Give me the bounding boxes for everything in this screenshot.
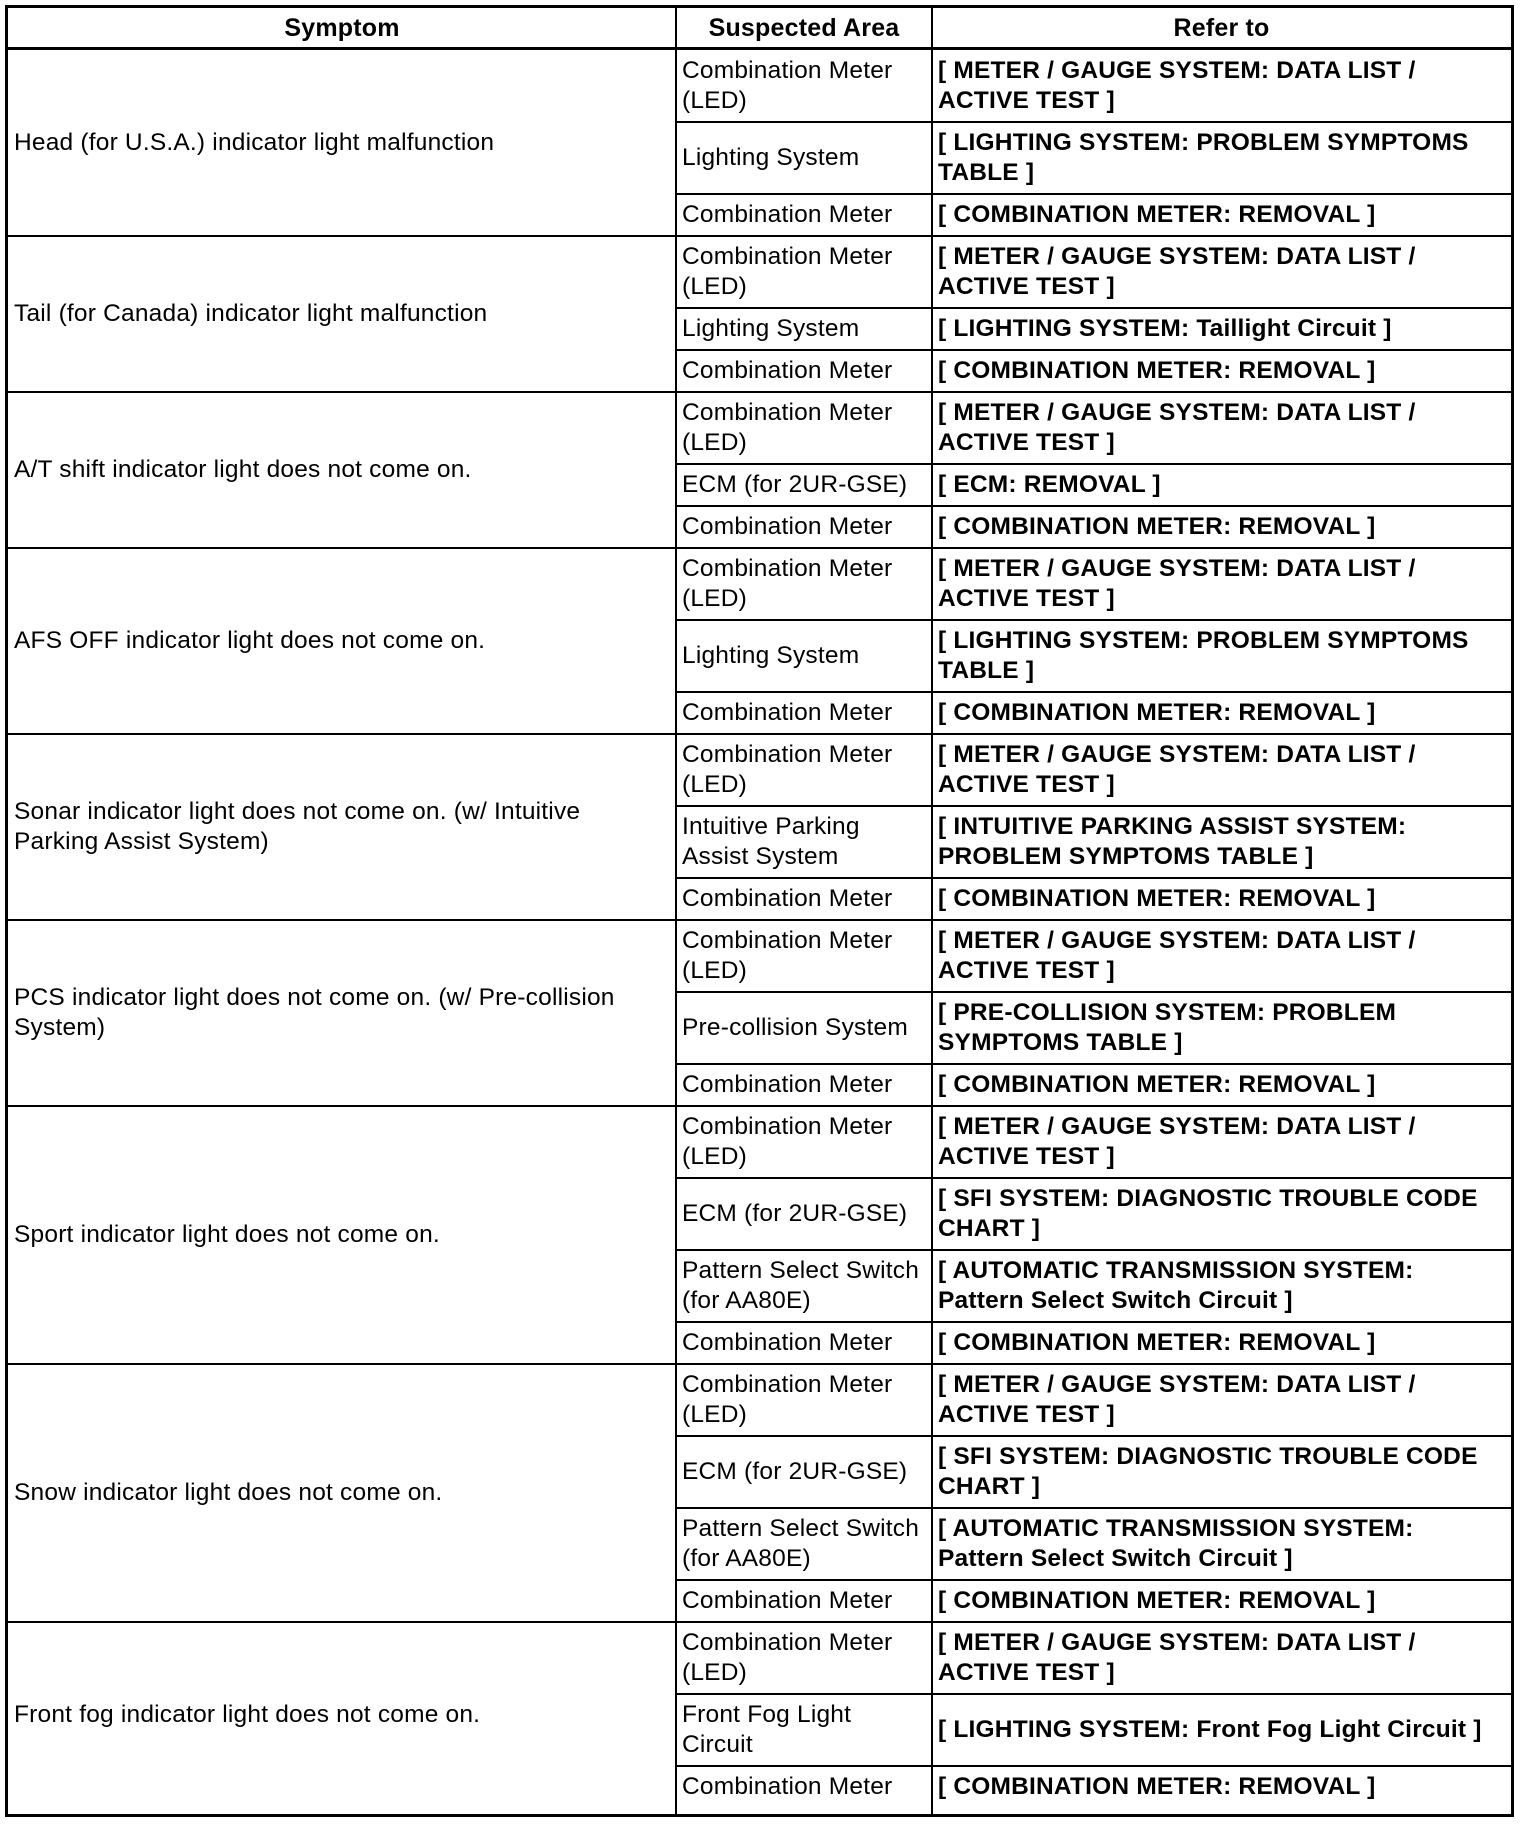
symptom-cell: Sonar indicator light does not come on. (w/ Intuitive Parking Assist System): [14, 798, 581, 855]
suspected-area-cell: Lighting System: [682, 315, 860, 342]
suspected-area-cell: ECM (for 2UR-GSE): [682, 1458, 908, 1485]
refer-to-cell: [ METER / GAUGE SYSTEM: DATA LIST / ACTIVE TEST ]: [938, 741, 1416, 798]
symptom-cell: PCS indicator light does not come on. (w/ Pre-collision System): [14, 984, 615, 1041]
refer-to-cell: [ COMBINATION METER: REMOVAL ]: [938, 699, 1376, 726]
suspected-area-cell: Combination Meter (LED): [682, 1113, 893, 1170]
refer-to-cell: [ AUTOMATIC TRANSMISSION SYSTEM: Pattern Select Switch Circuit ]: [938, 1257, 1414, 1314]
symptom-cell: Head (for U.S.A.) indicator light malfunction: [14, 129, 495, 156]
suspected-area-cell: Combination Meter (LED): [682, 1371, 893, 1428]
suspected-area-cell: Combination Meter (LED): [682, 399, 893, 456]
suspected-area-cell: Combination Meter (LED): [682, 741, 893, 798]
suspected-area-cell: Combination Meter: [682, 1587, 893, 1614]
refer-to-cell: [ COMBINATION METER: REMOVAL ]: [938, 1772, 1376, 1800]
symptom-cell: Tail (for Canada) indicator light malfunction: [14, 300, 488, 327]
refer-to-cell: [ LIGHTING SYSTEM: Taillight Circuit ]: [938, 315, 1392, 342]
suspected-area-cell: Lighting System: [682, 642, 860, 669]
refer-to-cell: [ METER / GAUGE SYSTEM: DATA LIST / ACTIVE TEST ]: [938, 399, 1416, 456]
symptom-cell: Sport indicator light does not come on.: [14, 1221, 440, 1248]
refer-to-cell: [ METER / GAUGE SYSTEM: DATA LIST / ACTIVE TEST ]: [938, 555, 1416, 612]
refer-to-cell: [ SFI SYSTEM: DIAGNOSTIC TROUBLE CODE CHART ]: [938, 1443, 1478, 1500]
header-symptom: Symptom: [284, 14, 400, 42]
refer-to-cell: [ METER / GAUGE SYSTEM: DATA LIST / ACTIVE TEST ]: [938, 1629, 1416, 1686]
suspected-area-cell: Combination Meter: [682, 357, 893, 384]
suspected-area-cell: Combination Meter (LED): [682, 927, 893, 984]
suspected-area-cell: Lighting System: [682, 144, 860, 171]
suspected-area-cell: Front Fog Light Circuit: [682, 1701, 852, 1758]
refer-to-cell: [ COMBINATION METER: REMOVAL ]: [938, 1329, 1376, 1356]
suspected-area-cell: ECM (for 2UR-GSE): [682, 1200, 908, 1227]
symptom-cell: Snow indicator light does not come on.: [14, 1479, 443, 1506]
suspected-area-cell: Combination Meter (LED): [682, 555, 893, 612]
symptom-cell: Front fog indicator light does not come on.: [14, 1700, 481, 1728]
refer-to-cell: [ LIGHTING SYSTEM: PROBLEM SYMPTOMS TABLE ]: [938, 627, 1469, 684]
refer-to-cell: [ SFI SYSTEM: DIAGNOSTIC TROUBLE CODE CHART ]: [938, 1185, 1478, 1242]
column-divider: [931, 8, 933, 1814]
column-divider: [675, 8, 677, 1814]
suspected-area-cell: Combination Meter (LED): [682, 57, 893, 114]
refer-to-cell: [ LIGHTING SYSTEM: PROBLEM SYMPTOMS TABLE ]: [938, 129, 1469, 186]
suspected-area-cell: Pre-collision System: [682, 1014, 908, 1041]
refer-to-cell: [ METER / GAUGE SYSTEM: DATA LIST / ACTIVE TEST ]: [938, 1113, 1416, 1170]
symptom-cell: A/T shift indicator light does not come on.: [14, 456, 472, 483]
refer-to-cell: [ COMBINATION METER: REMOVAL ]: [938, 201, 1376, 228]
refer-to-cell: [ COMBINATION METER: REMOVAL ]: [938, 1071, 1376, 1098]
refer-to-cell: [ COMBINATION METER: REMOVAL ]: [938, 357, 1376, 384]
refer-to-cell: [ AUTOMATIC TRANSMISSION SYSTEM: Pattern Select Switch Circuit ]: [938, 1515, 1414, 1572]
header-refer-to: Refer to: [1173, 14, 1270, 42]
suspected-area-cell: Combination Meter: [682, 885, 893, 912]
refer-to-cell: [ METER / GAUGE SYSTEM: DATA LIST / ACTIVE TEST ]: [938, 927, 1416, 984]
refer-to-cell: [ ECM: REMOVAL ]: [938, 471, 1161, 498]
suspected-area-cell: Combination Meter: [682, 699, 893, 726]
symptom-cell: AFS OFF indicator light does not come on.: [14, 627, 486, 654]
suspected-area-cell: Combination Meter: [682, 1772, 893, 1800]
refer-to-cell: [ METER / GAUGE SYSTEM: DATA LIST / ACTIVE TEST ]: [938, 1371, 1416, 1428]
refer-to-cell: [ COMBINATION METER: REMOVAL ]: [938, 513, 1376, 540]
suspected-area-cell: Pattern Select Switch (for AA80E): [682, 1515, 920, 1572]
header-suspected-area: Suspected Area: [708, 14, 900, 42]
suspected-area-cell: Combination Meter: [682, 1329, 893, 1356]
symptom-table: [5, 5, 1514, 1817]
refer-to-cell: [ METER / GAUGE SYSTEM: DATA LIST / ACTIVE TEST ]: [938, 57, 1416, 114]
refer-to-cell: [ METER / GAUGE SYSTEM: DATA LIST / ACTIVE TEST ]: [938, 243, 1416, 300]
refer-to-cell: [ COMBINATION METER: REMOVAL ]: [938, 885, 1376, 912]
suspected-area-cell: Combination Meter (LED): [682, 243, 893, 300]
suspected-area-cell: Combination Meter: [682, 201, 893, 228]
suspected-area-cell: Combination Meter: [682, 1071, 893, 1098]
refer-to-cell: [ INTUITIVE PARKING ASSIST SYSTEM: PROBLEM SYMPTOMS TABLE ]: [938, 813, 1407, 870]
refer-to-cell: [ PRE-COLLISION SYSTEM: PROBLEM SYMPTOMS TABLE ]: [938, 999, 1397, 1056]
suspected-area-cell: Combination Meter: [682, 513, 893, 540]
suspected-area-cell: Intuitive Parking Assist System: [682, 813, 860, 870]
suspected-area-cell: Combination Meter (LED): [682, 1629, 893, 1686]
suspected-area-cell: ECM (for 2UR-GSE): [682, 471, 908, 498]
refer-to-cell: [ COMBINATION METER: REMOVAL ]: [938, 1587, 1376, 1614]
suspected-area-cell: Pattern Select Switch (for AA80E): [682, 1257, 920, 1314]
refer-to-cell: [ LIGHTING SYSTEM: Front Fog Light Circuit ]: [938, 1716, 1482, 1743]
